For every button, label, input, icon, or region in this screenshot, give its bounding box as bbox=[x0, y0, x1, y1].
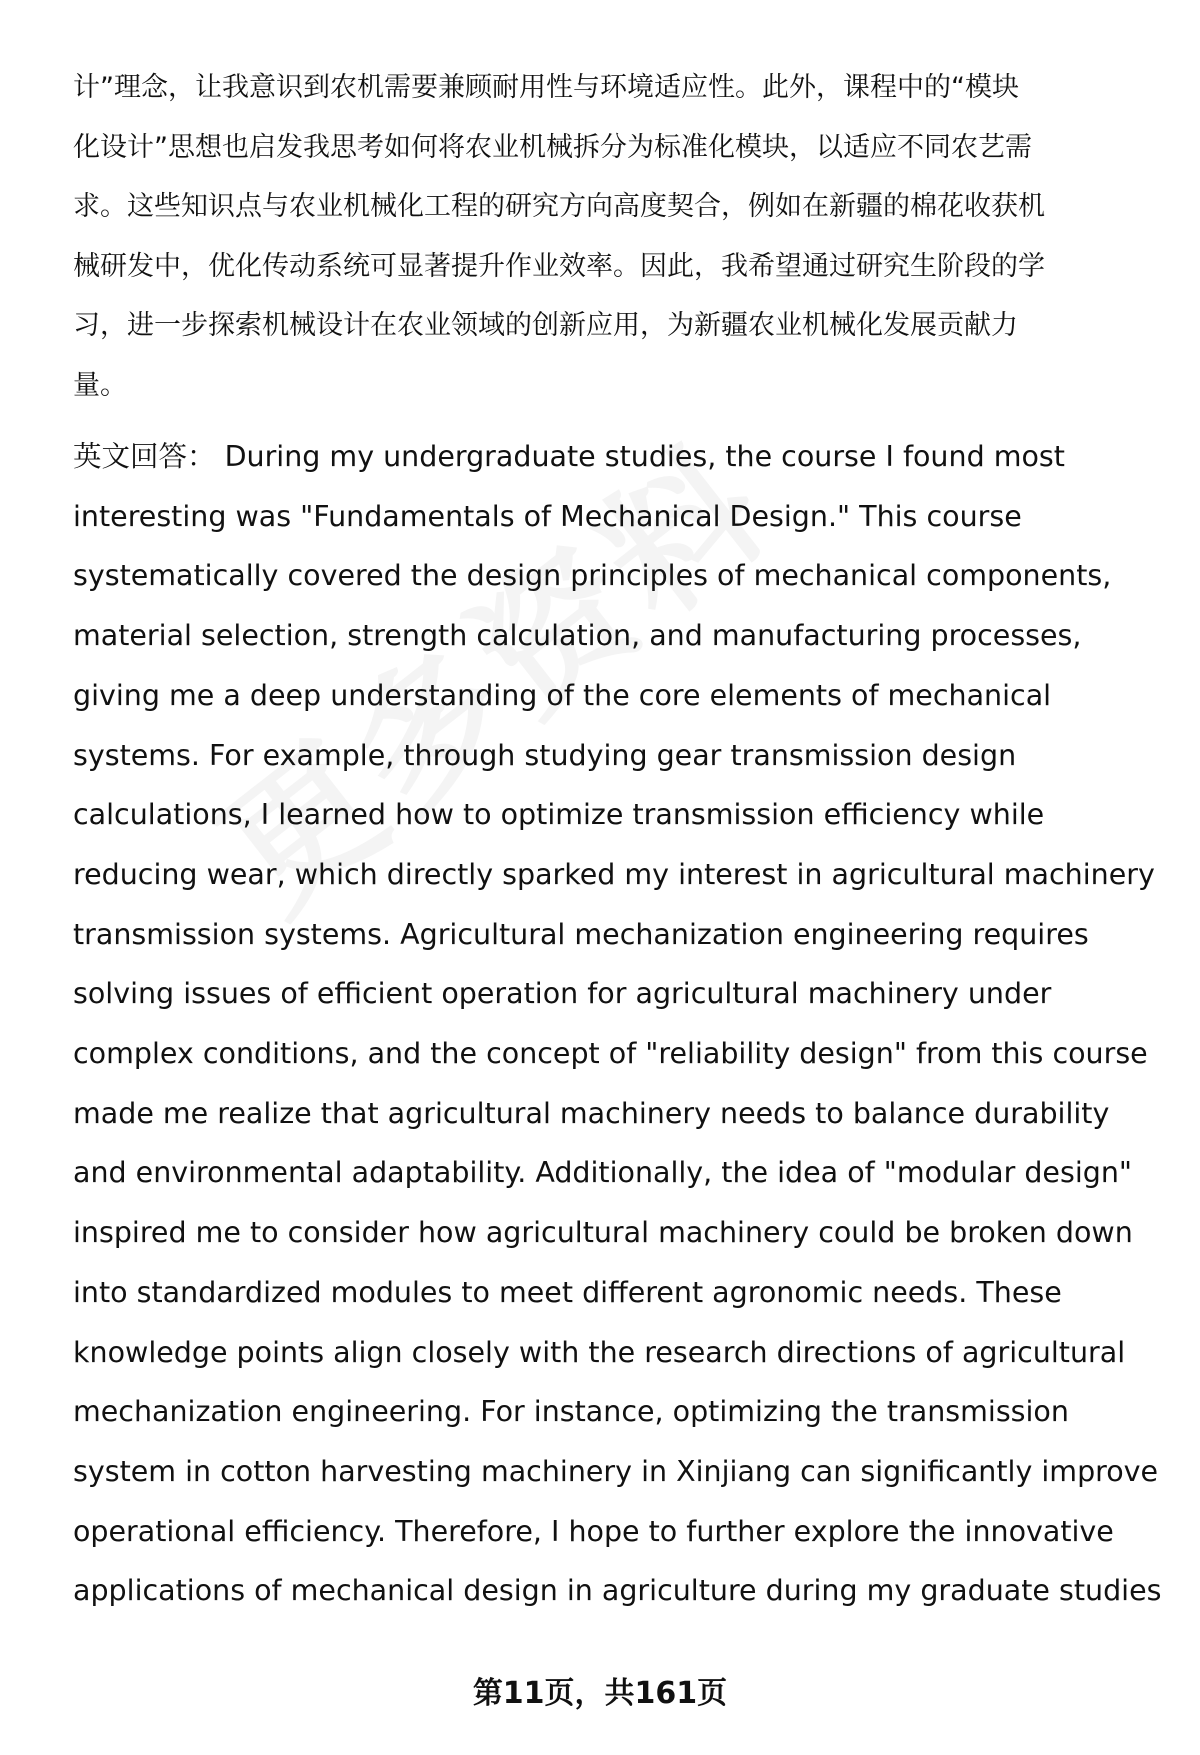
text-line: solving issues of efficient operation for agricultural machinery under bbox=[73, 977, 1052, 1011]
text-line bbox=[73, 427, 1153, 487]
text-line: 计”理念，让我意识到农机需要兼顾耐用性与环境适应性。此外，课程中的“模块 bbox=[73, 72, 1019, 103]
text-line: giving me a deep understanding of the core elements of mechanical bbox=[73, 678, 1052, 712]
text-line: into standardized modules to meet different agronomic needs. These bbox=[73, 1275, 1062, 1309]
chinese-answer-paragraph bbox=[73, 58, 1153, 415]
text-line: knowledge points align closely with the research directions of agricultural bbox=[73, 1335, 1126, 1369]
text-line: material selection, strength calculation, and manufacturing processes, bbox=[73, 619, 1082, 653]
text-line: 械研发中，优化传动系统可显著提升作业效率。因此，我希望通过研究生阶段的学 bbox=[73, 250, 1045, 282]
text-line: 求。这些知识点与农业机械化工程的研究方向高度契合，例如在新疆的棉花收获机 bbox=[73, 191, 1045, 222]
text-line: system in cotton harvesting machinery in Xinjiang can significantly improve bbox=[73, 1454, 1159, 1488]
text-line: 量。 bbox=[73, 369, 127, 401]
text-line: made me realize that agricultural machinery needs to balance durability bbox=[73, 1096, 1110, 1130]
text-line: mechanization engineering. For instance, optimizing the transmission bbox=[73, 1395, 1069, 1429]
text-line: transmission systems. Agricultural mechanization engineering requires bbox=[73, 917, 1089, 951]
text-line: 习，进一步探索机械设计在农业领域的创新应用，为新疆农业机械化发展贡献力 bbox=[73, 310, 1018, 341]
text-line: 化设计”思想也启发我思考如何将农业机械拆分为标准化模块，以适应不同农艺需 bbox=[73, 131, 1032, 163]
page-number: 第11页，共161页 bbox=[472, 1676, 728, 1711]
text-line: and environmental adaptability. Additionally, the idea of "modular design" bbox=[73, 1156, 1132, 1190]
text-line: inspired me to consider how agricultural machinery could be broken down bbox=[73, 1216, 1133, 1250]
text-line: systematically covered the design principles of mechanical components, bbox=[73, 559, 1112, 593]
text-line: operational efficiency. Therefore, I hope to further explore the innovative bbox=[73, 1514, 1114, 1548]
english-answer-label: 英文回答： bbox=[73, 440, 216, 473]
text-line: systems. For example, through studying gear transmission design bbox=[73, 738, 1017, 772]
text-line: reducing wear, which directly sparked my interest in agricultural machinery bbox=[73, 857, 1155, 891]
english-answer-paragraph bbox=[73, 427, 1162, 1621]
page-content bbox=[73, 58, 1162, 1621]
text-line: interesting was "Fundamentals of Mechanical Design." This course bbox=[73, 499, 1022, 533]
text-line: complex conditions, and the concept of "reliability design" from this course bbox=[73, 1037, 1148, 1071]
text-line-content: During my undergraduate studies, the course I found most bbox=[215, 440, 1065, 473]
text-line: calculations, I learned how to optimize transmission efficiency while bbox=[73, 798, 1045, 832]
text-line: applications of mechanical design in agriculture during my graduate studies bbox=[73, 1574, 1162, 1608]
